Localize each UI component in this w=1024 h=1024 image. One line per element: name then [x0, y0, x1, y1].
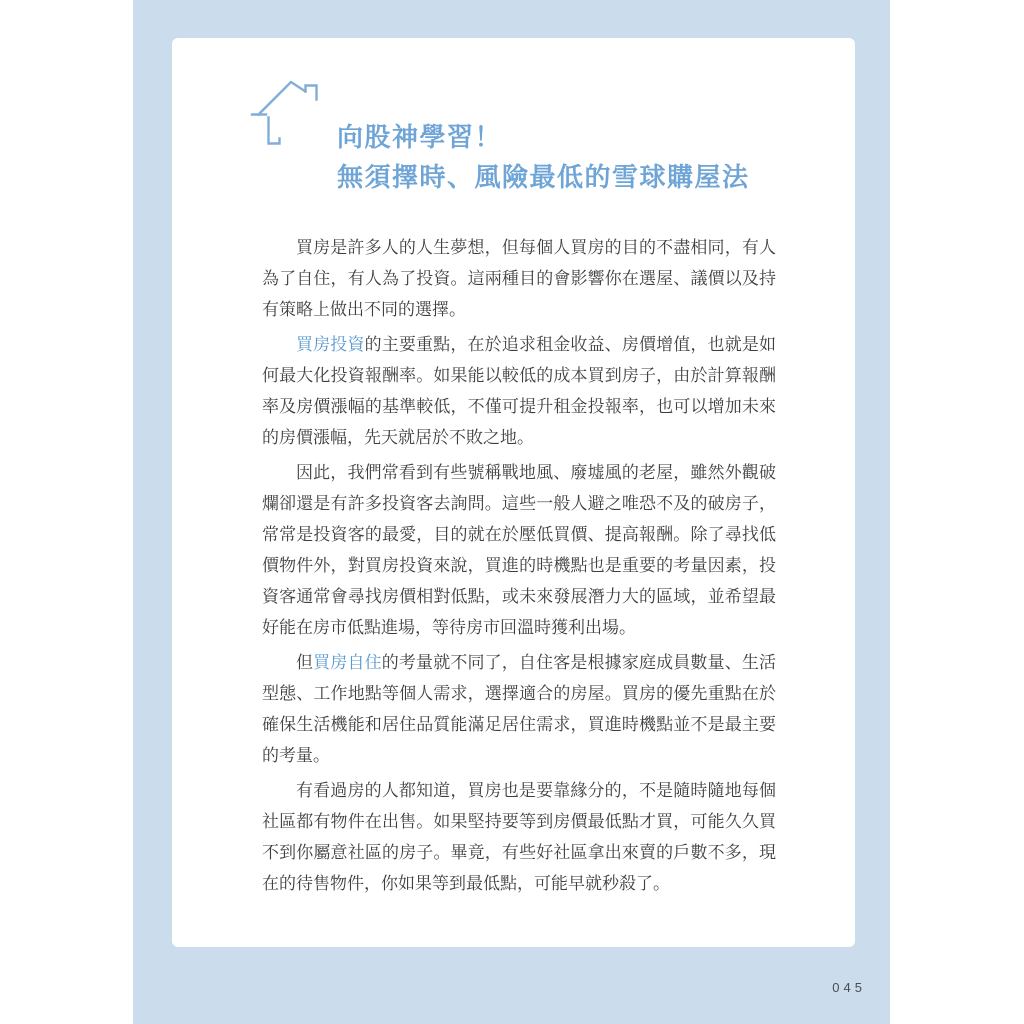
book-page: [172, 38, 855, 947]
body-text: [262, 232, 776, 899]
chapter-title: [337, 117, 750, 197]
house-icon: [248, 76, 332, 150]
page-number: 045: [832, 980, 866, 995]
text-segment: 買房是許多人的人生夢想，但每個人買房的目的不盡相同，有人為了自住，有人為了投資。這兩種目的會影響你在選屋、議價以及持有策略上做出不同的選擇。: [262, 238, 776, 319]
paragraph: [262, 232, 776, 325]
chapter-title-line2: 無須擇時、風險最低的雪球購屋法: [337, 162, 750, 193]
book-page-background: [133, 0, 890, 1024]
highlight-term: 買房投資: [296, 335, 365, 354]
text-segment: 有看過房的人都知道，買房也是要靠緣分的，不是隨時隨地每個社區都有物件在出售。如果堅持要等到房價最低點才買，可能久久買不到你屬意社區的房子。畢竟，有些好社區拿出來賣的戶數不多，現在的待售物件，你如果等到最低點，可能早就秒殺了。: [262, 781, 776, 893]
text-segment: 的主要重點，在於追求租金收益、房價增值，也就是如何最大化投資報酬率。如果能以較低的成本買到房子，由於計算報酬率及房價漲幅的基準較低，不僅可提升租金投報率，也可以增加未來的房價漲幅，先天就居於不敗之地。: [262, 335, 777, 447]
chapter-title-line1: 向股神學習！: [337, 122, 503, 153]
text-segment: 但: [296, 653, 314, 672]
paragraph: [262, 775, 776, 899]
text-segment: 因此，我們常看到有些號稱戰地風、廢墟風的老屋，雖然外觀破爛卻還是有許多投資客去詢問。這些一般人避之唯恐不及的破房子，常常是投資客的最愛，目的就在於壓低買價、提高報酬。除了尋找低價物件外，對買房投資來說，買進的時機點也是重要的考量因素，投資客通常會尋找房價相對低點，或未來發展潛力大的區域，並希望最好能在房市低點進場，等待房市回溫時獲利出場。: [262, 463, 776, 637]
text-segment: 的考量就不同了，自住客是根據家庭成員數量、生活型態、工作地點等個人需求，選擇適合的房屋。買房的優先重點在於確保生活機能和居住品質能滿足居住需求，買進時機點並不是最主要的考量。: [262, 653, 777, 765]
paragraph: [262, 329, 776, 453]
highlight-term: 買房自住: [313, 653, 382, 672]
paragraph: [262, 647, 776, 771]
paragraph: [262, 457, 776, 643]
